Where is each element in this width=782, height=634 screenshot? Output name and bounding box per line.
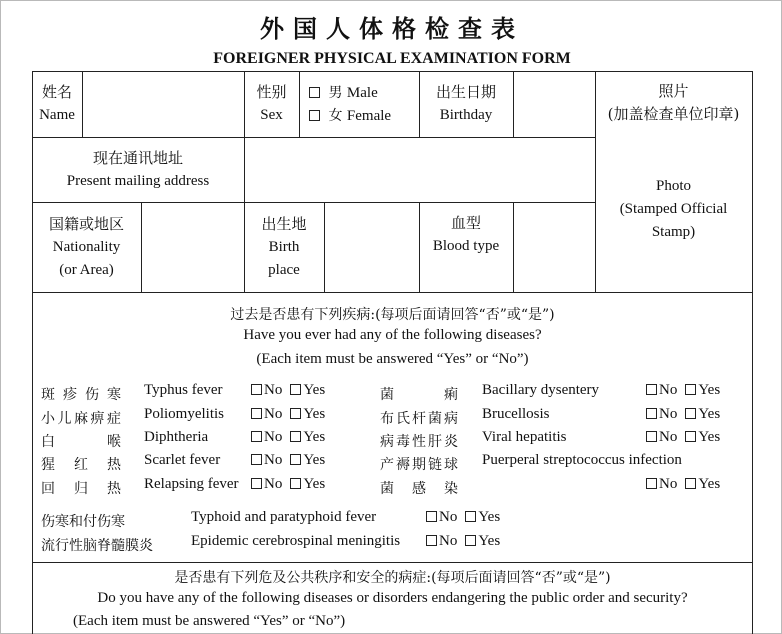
no-label: No <box>264 382 283 398</box>
disease-name-en: Puerperal streptococcus infection <box>482 452 682 468</box>
col-divider <box>299 71 300 137</box>
name-label: 姓名 Name <box>39 83 75 123</box>
yes-label: Yes <box>698 382 721 398</box>
disease-answer[interactable] <box>646 429 720 446</box>
disease-name-cn: 病 毒 性 肝 炎 <box>380 434 458 450</box>
past-diseases-question-en: Have you ever had any of the following diseases? <box>243 327 542 343</box>
disease-name-cn: 白 喉 <box>41 434 121 450</box>
disease-name-en: Typhus fever <box>144 382 223 398</box>
female-checkbox[interactable] <box>309 110 320 121</box>
disease-answer[interactable] <box>251 452 325 469</box>
blood-type-field[interactable] <box>514 203 595 292</box>
yes-label: Yes <box>303 452 326 468</box>
past-diseases-note: (Each item must be answered “Yes” or “No”) <box>256 351 529 367</box>
yes-checkbox[interactable] <box>290 384 301 395</box>
row-divider-2 <box>32 202 595 203</box>
disease-name-en: Poliomyelitis <box>144 406 225 422</box>
no-checkbox[interactable] <box>646 478 657 489</box>
disease-name-cn: 流行性脑脊髓膜炎 <box>41 538 153 554</box>
disease-name-cn: 伤寒和付伤寒 <box>41 514 125 530</box>
row-divider-3 <box>32 292 753 293</box>
male-checkbox[interactable] <box>309 87 320 98</box>
blood-type-label: 血型 Blood type <box>432 214 500 254</box>
disease-name-cn: 菌 痢 <box>380 387 458 403</box>
disease-name-cn: 菌 感 染 <box>380 481 458 497</box>
no-checkbox[interactable] <box>251 384 262 395</box>
disorders-question-en: Do you have any of the following diseases or disorders endangering the public order and security? <box>97 590 688 606</box>
birthplace-label: 出生地 Birth place <box>261 214 307 278</box>
disease-name-en: Epidemic cerebrospinal meningitis <box>191 533 401 549</box>
yes-label: Yes <box>478 509 501 525</box>
disease-answer[interactable] <box>646 406 720 423</box>
form-title-en: FOREIGNER PHYSICAL EXAMINATION FORM <box>213 50 571 67</box>
disease-name-en: Bacillary dysentery <box>482 382 600 398</box>
yes-checkbox[interactable] <box>290 408 301 419</box>
birthplace-field[interactable] <box>325 203 419 292</box>
name-field[interactable] <box>83 72 244 137</box>
birthday-label: 出生日期 Birthday <box>435 83 496 123</box>
disease-answer[interactable] <box>251 382 325 399</box>
no-label: No <box>439 533 458 549</box>
no-checkbox[interactable] <box>646 384 657 395</box>
yes-label: Yes <box>478 533 501 549</box>
sex-male-option[interactable]: 男 Male <box>309 82 378 105</box>
disease-answer[interactable] <box>646 382 720 399</box>
birthday-field[interactable] <box>514 72 595 137</box>
no-label: No <box>264 452 283 468</box>
no-checkbox[interactable] <box>646 408 657 419</box>
no-label: No <box>659 429 678 445</box>
disease-answer[interactable] <box>251 476 325 493</box>
yes-label: Yes <box>698 476 721 492</box>
form-title-cn: 外国人体格检查表 <box>260 14 524 43</box>
no-label: No <box>659 382 678 398</box>
no-checkbox[interactable] <box>251 431 262 442</box>
no-checkbox[interactable] <box>426 511 437 522</box>
disease-name-cn: 斑 疹 伤 寒 <box>41 387 121 403</box>
address-field[interactable] <box>245 138 595 202</box>
yes-checkbox[interactable] <box>290 478 301 489</box>
disorders-note: (Each item must be answered “Yes” or “No”) <box>73 613 346 629</box>
no-label: No <box>264 406 283 422</box>
photo-label-en: Photo (Stamped Official Stamp) <box>619 178 728 240</box>
yes-label: Yes <box>303 382 326 398</box>
no-checkbox[interactable] <box>426 535 437 546</box>
no-checkbox[interactable] <box>251 454 262 465</box>
disease-name-en: Viral hepatitis <box>482 429 567 445</box>
photo-label-cn: 照片 (加盖检查单位印章) <box>607 82 740 123</box>
no-checkbox[interactable] <box>251 478 262 489</box>
disease-answer[interactable] <box>646 476 720 493</box>
no-label: No <box>659 406 678 422</box>
disease-name-cn: 布 氏 杆 菌 病 <box>380 411 458 427</box>
yes-checkbox[interactable] <box>685 408 696 419</box>
disease-name-cn: 回 归 热 <box>41 481 121 497</box>
yes-checkbox[interactable] <box>685 431 696 442</box>
yes-checkbox[interactable] <box>465 511 476 522</box>
disease-name-cn: 产 褥 期 链 球 <box>380 457 458 473</box>
no-label: No <box>659 476 678 492</box>
disease-name-en: Typhoid and paratyphoid fever <box>191 509 377 525</box>
disease-name-cn: 小 儿 麻 痹 症 <box>41 411 121 427</box>
yes-checkbox[interactable] <box>290 454 301 465</box>
row-divider-4 <box>32 562 753 563</box>
yes-label: Yes <box>698 406 721 422</box>
disease-answer[interactable] <box>426 533 500 550</box>
sex-label: 性别 Sex <box>256 83 287 123</box>
disease-answer[interactable] <box>251 429 325 446</box>
yes-label: Yes <box>303 406 326 422</box>
disorders-question-cn: 是否患有下列危及公共秩序和安全的病症:(每项后面请回答“否”或“是”) <box>174 570 611 586</box>
no-label: No <box>264 429 283 445</box>
disease-answer[interactable] <box>426 509 500 526</box>
yes-label: Yes <box>303 476 326 492</box>
yes-checkbox[interactable] <box>465 535 476 546</box>
disease-name-en: Relapsing fever <box>144 476 239 492</box>
disease-answer[interactable] <box>251 406 325 423</box>
nationality-label: 国籍或地区 Nationality (or Area) <box>48 214 124 278</box>
no-label: No <box>439 509 458 525</box>
no-label: No <box>264 476 283 492</box>
yes-label: Yes <box>698 429 721 445</box>
no-checkbox[interactable] <box>646 431 657 442</box>
yes-checkbox[interactable] <box>290 431 301 442</box>
yes-checkbox[interactable] <box>685 384 696 395</box>
past-diseases-question-cn: 过去是否患有下列疾病:(每项后面请回答“否”或“是”) <box>230 307 555 323</box>
disease-name-en: Scarlet fever <box>144 452 221 468</box>
disease-name-cn: 猩 红 热 <box>41 457 121 473</box>
disease-name-en: Diphtheria <box>144 429 209 445</box>
no-checkbox[interactable] <box>251 408 262 419</box>
nationality-field[interactable] <box>142 203 244 292</box>
address-label: 现在通讯地址 Present mailing address <box>66 148 210 189</box>
yes-label: Yes <box>303 429 326 445</box>
yes-checkbox[interactable] <box>685 478 696 489</box>
disease-name-en: Brucellosis <box>482 406 550 422</box>
sex-female-option[interactable]: 女 Female <box>309 105 391 128</box>
